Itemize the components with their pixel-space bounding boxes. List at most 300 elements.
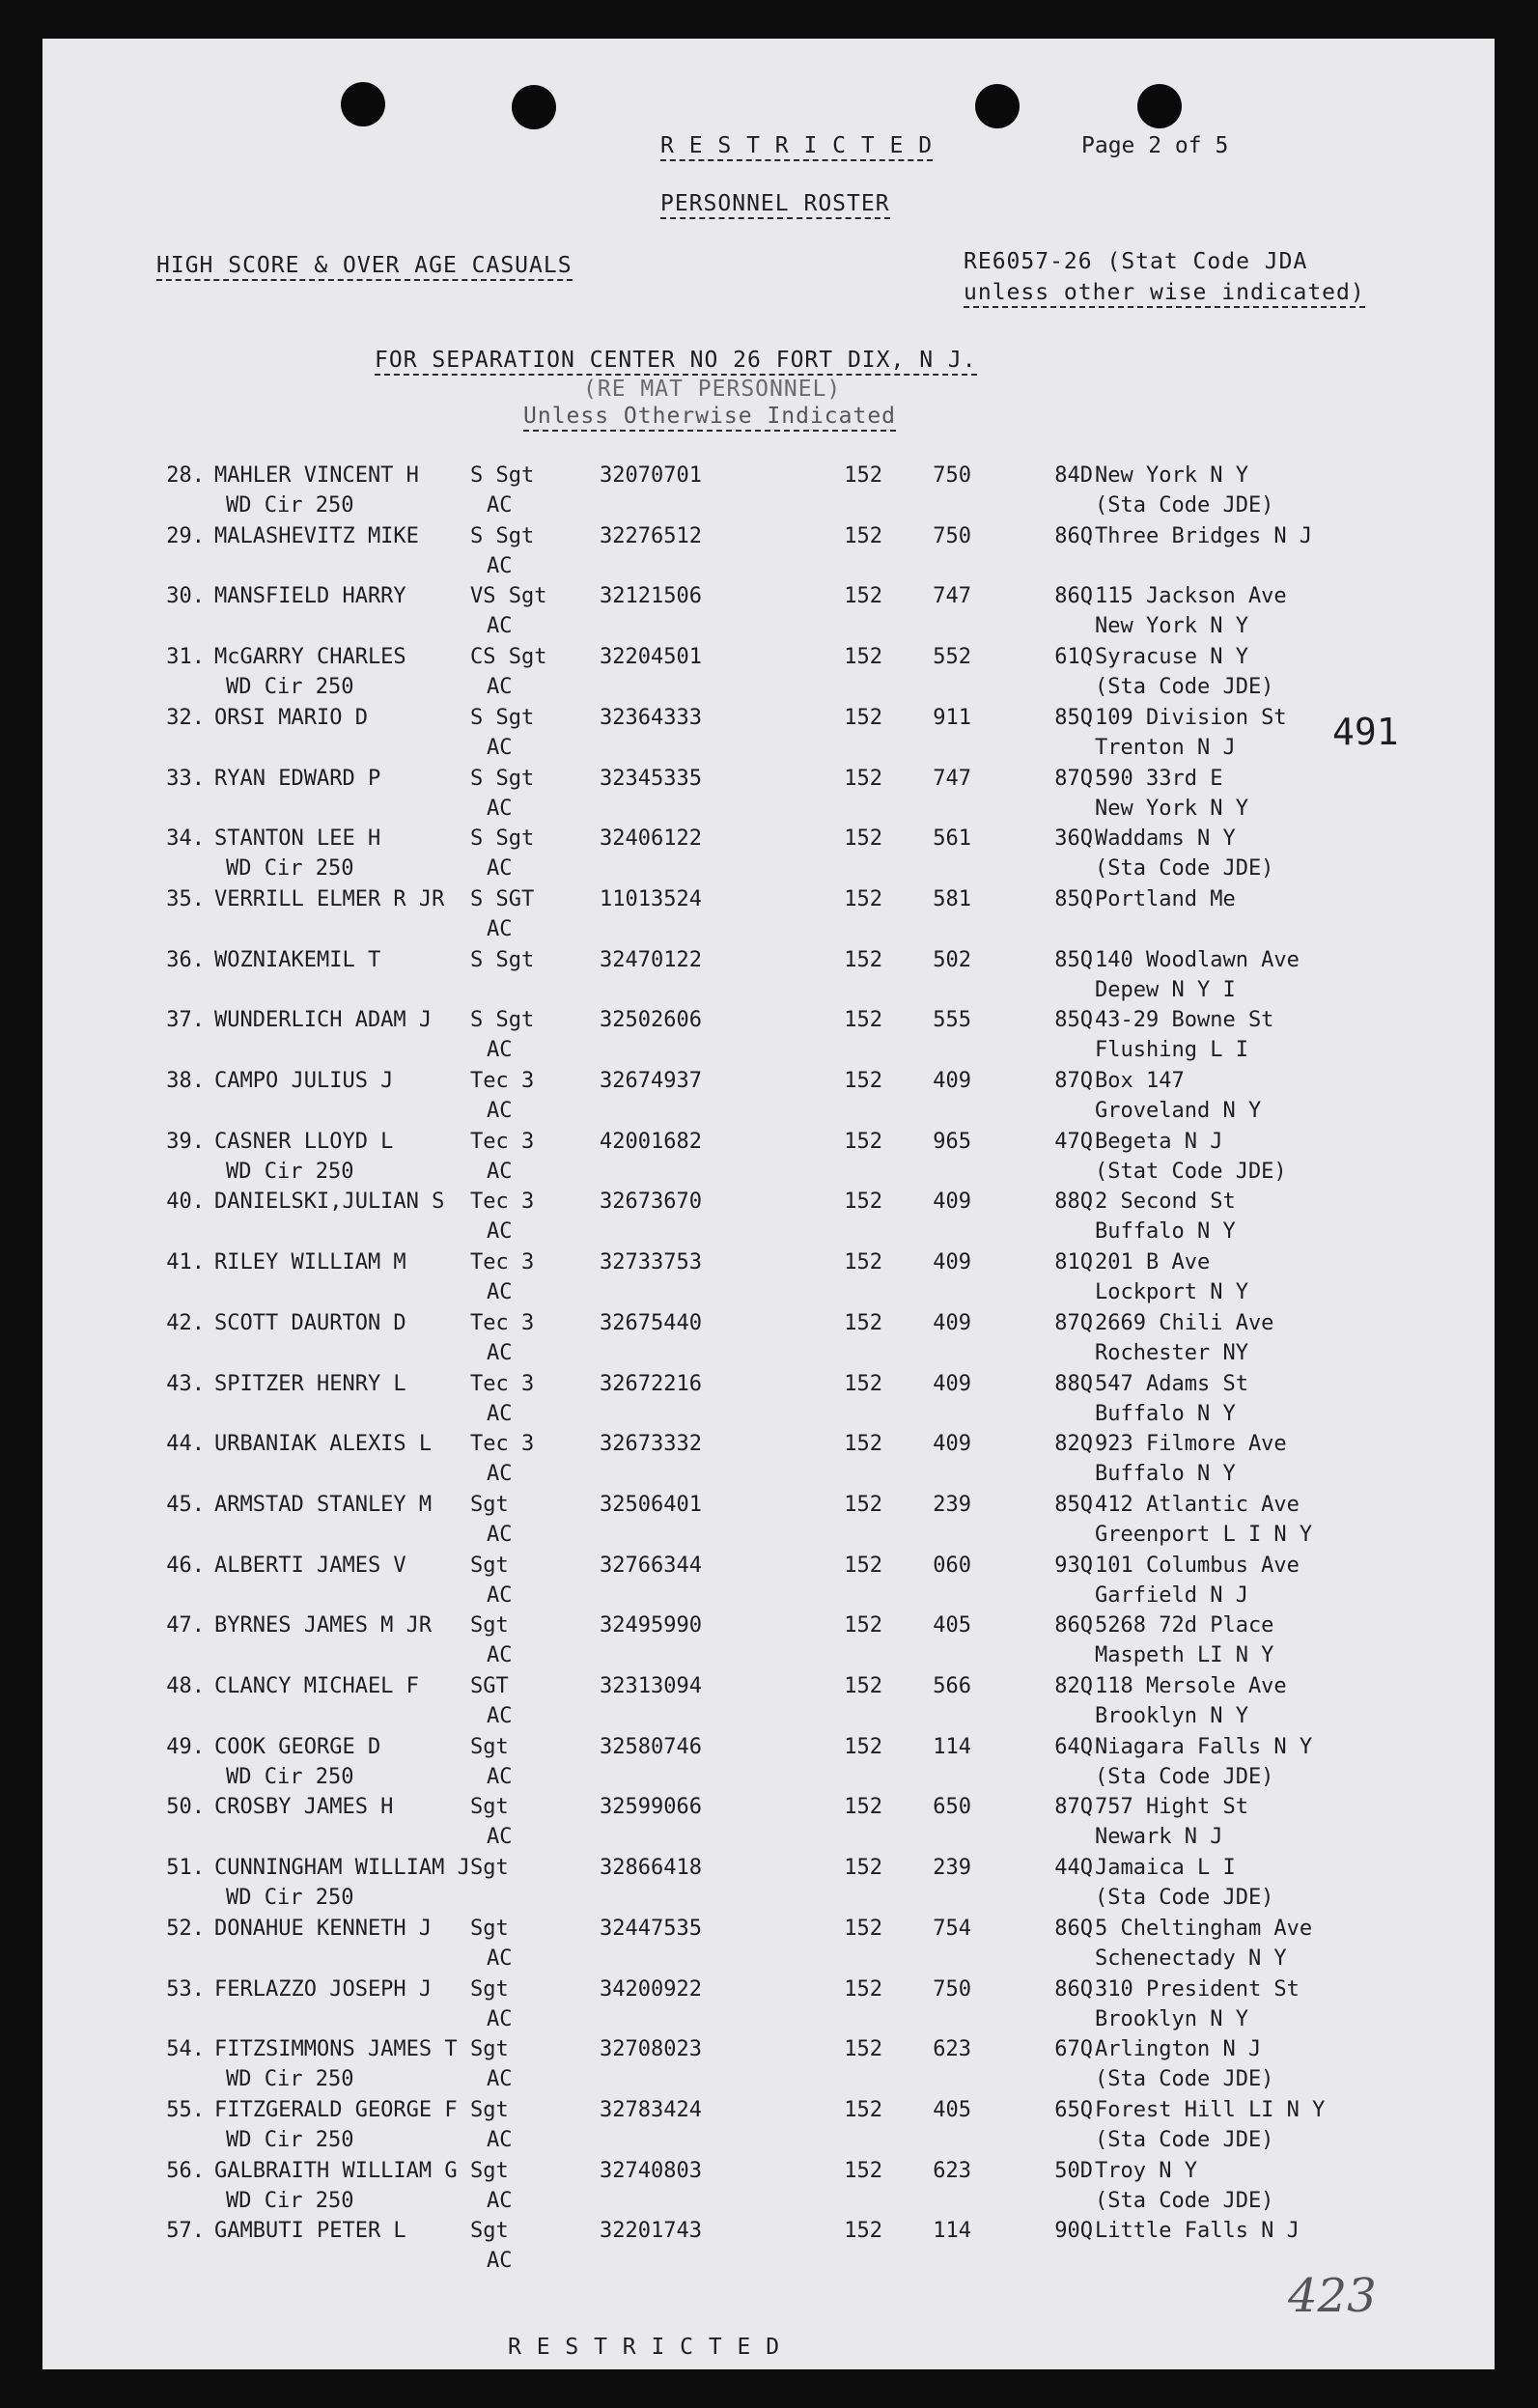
punch-hole-left	[341, 82, 385, 126]
table-row	[42, 1008, 1495, 1070]
entry-code: 82Q	[1054, 1674, 1093, 1698]
entry-branch: AC	[487, 553, 513, 578]
entry-score-a: 152	[844, 523, 882, 548]
entry-address-line2: (Sta Code JDE)	[1095, 675, 1274, 700]
entry-address-line1: 115 Jackson Ave	[1095, 584, 1287, 609]
entry-serial: 32506401	[600, 1492, 702, 1517]
entry-branch: AC	[487, 735, 513, 760]
entry-address-line1: 923 Filmore Ave	[1095, 1432, 1287, 1457]
entry-score-b: 409	[933, 1310, 971, 1335]
entry-serial: 42001682	[600, 1129, 702, 1154]
document-page	[42, 39, 1495, 2369]
table-row	[42, 524, 1495, 586]
entry-score-a: 152	[844, 1008, 882, 1033]
entry-score-b: 747	[933, 766, 971, 791]
entry-branch: AC	[487, 796, 513, 821]
entry-code: 88Q	[1054, 1190, 1093, 1215]
entry-serial: 32673332	[600, 1432, 702, 1457]
entry-score-b: 060	[933, 1553, 971, 1578]
entry-address-line1: 5 Cheltingham Ave	[1095, 1916, 1313, 1941]
entry-serial: 32866418	[600, 1856, 702, 1881]
entry-address-line1: 5268 72d Place	[1095, 1613, 1274, 1638]
entry-score-b: 409	[933, 1190, 971, 1215]
entry-address-line2: New York N Y	[1095, 796, 1248, 821]
entry-number: 45.	[166, 1492, 205, 1517]
entry-name: FITZGERALD GEORGE F	[214, 2097, 458, 2122]
entry-number: 53.	[166, 1976, 205, 2002]
entry-serial: 32708023	[600, 2037, 702, 2062]
entry-address-line1: 412 Atlantic Ave	[1095, 1492, 1300, 1517]
entry-score-b: 623	[933, 2158, 971, 2183]
entry-score-b: 750	[933, 1976, 971, 2002]
entry-number: 31.	[166, 645, 205, 670]
entry-score-a: 152	[844, 947, 882, 972]
order-reference: RE6057-26 (Stat Code JDA	[964, 249, 1308, 274]
entry-grade: Tec 3	[470, 1190, 535, 1215]
entry-code: 84D	[1054, 463, 1093, 488]
entry-score-b: 239	[933, 1492, 971, 1517]
entry-serial: 32502606	[600, 1008, 702, 1033]
entry-number: 29.	[166, 523, 205, 548]
entry-score-b: 754	[933, 1916, 971, 1941]
entry-score-a: 152	[844, 1734, 882, 1759]
entry-code: 86Q	[1054, 584, 1093, 609]
entry-score-a: 152	[844, 705, 882, 730]
entry-name: COOK GEORGE D	[214, 1734, 381, 1759]
entry-grade: S Sgt	[470, 705, 535, 730]
entry-address-line1: 43-29 Bowne St	[1095, 1008, 1274, 1033]
entry-name: McGARRY CHARLES	[214, 645, 406, 670]
entry-code: 93Q	[1054, 1553, 1093, 1578]
entry-score-a: 152	[844, 826, 882, 852]
entry-name: DONAHUE KENNETH J	[214, 1916, 433, 1941]
entry-address-line2: Depew N Y I	[1095, 977, 1236, 1002]
entry-code: 44Q	[1054, 1856, 1093, 1881]
entry-address-line2: (Stat Code JDE)	[1095, 1159, 1287, 1184]
entry-serial: 32204501	[600, 645, 702, 670]
entry-serial: 32447535	[600, 1916, 702, 1941]
table-row	[42, 1432, 1495, 1494]
entry-address-line2: Maspeth LI N Y	[1095, 1643, 1274, 1668]
entry-branch: AC	[487, 916, 513, 941]
entry-score-b: 911	[933, 705, 971, 730]
entry-branch: AC	[487, 1099, 513, 1123]
entry-address-line2: Newark N J	[1095, 1825, 1223, 1850]
entry-grade: Sgt	[470, 1613, 509, 1638]
entry-score-a: 152	[844, 1613, 882, 1638]
entry-number: 49.	[166, 1734, 205, 1759]
table-row	[42, 1190, 1495, 1251]
entry-branch: AC	[487, 1764, 513, 1789]
entry-name: CASNER LLOYD L	[214, 1129, 394, 1154]
entry-branch: AC	[487, 2067, 513, 2092]
table-row	[42, 1554, 1495, 1615]
entry-name: CAMPO JULIUS J	[214, 1069, 394, 1093]
entry-address-line2: (Sta Code JDE)	[1095, 493, 1274, 518]
entry-score-a: 152	[844, 1492, 882, 1517]
entry-number: 48.	[166, 1674, 205, 1698]
entry-code: 85Q	[1054, 705, 1093, 730]
entry-name: ORSI MARIO D	[214, 705, 368, 730]
entry-name: RYAN EDWARD P	[214, 766, 381, 791]
table-row	[42, 1735, 1495, 1797]
entry-serial: 32495990	[600, 1613, 702, 1638]
entry-score-a: 152	[844, 1674, 882, 1698]
entry-address-line2: Buffalo N Y	[1095, 1219, 1236, 1245]
entry-branch: AC	[487, 2249, 513, 2274]
entry-code: 86Q	[1054, 523, 1093, 548]
entry-code: 50D	[1054, 2158, 1093, 2183]
entry-name: ALBERTI JAMES V	[214, 1553, 406, 1578]
entry-score-a: 152	[844, 1250, 882, 1275]
margin-number: 491	[1332, 711, 1399, 753]
page-number: Page 2 of 5	[1081, 133, 1229, 158]
entry-serial: 32345335	[600, 766, 702, 791]
entry-name: URBANIAK ALEXIS L	[214, 1432, 433, 1457]
roster-title: PERSONNEL ROSTER	[660, 191, 890, 219]
entry-branch: AC	[487, 2127, 513, 2152]
table-row	[42, 645, 1495, 707]
entry-address-line2: Flushing L I	[1095, 1038, 1248, 1063]
entry-address-line2: Groveland N Y	[1095, 1099, 1262, 1123]
entry-score-a: 152	[844, 463, 882, 488]
entry-address-line1: Little Falls N J	[1095, 2219, 1300, 2244]
table-row	[42, 1674, 1495, 1736]
entry-branch: AC	[487, 1219, 513, 1245]
entry-grade: VS Sgt	[470, 584, 547, 609]
entry-serial: 32406122	[600, 826, 702, 852]
entry-address-line1: Arlington N J	[1095, 2037, 1262, 2062]
entry-serial: 32740803	[600, 2158, 702, 2183]
entry-number: 47.	[166, 1613, 205, 1638]
entry-serial: 11013524	[600, 886, 702, 911]
entry-score-b: 552	[933, 645, 971, 670]
entry-score-b: 405	[933, 2097, 971, 2122]
entry-grade: Tec 3	[470, 1310, 535, 1335]
entry-number: 36.	[166, 947, 205, 972]
entry-code: 64Q	[1054, 1734, 1093, 1759]
entry-grade: S Sgt	[470, 826, 535, 852]
table-row	[42, 1372, 1495, 1434]
entry-number: 43.	[166, 1371, 205, 1396]
entry-serial: 32783424	[600, 2097, 702, 2122]
entry-note: WD Cir 250	[226, 1886, 354, 1911]
entry-number: 42.	[166, 1310, 205, 1335]
entry-address-line1: Troy N Y	[1095, 2158, 1197, 2183]
entry-number: 44.	[166, 1432, 205, 1457]
entry-score-a: 152	[844, 1432, 882, 1457]
entry-score-a: 152	[844, 1553, 882, 1578]
entry-branch: AC	[487, 675, 513, 700]
entry-code: 88Q	[1054, 1371, 1093, 1396]
entry-score-b: 409	[933, 1250, 971, 1275]
entry-number: 37.	[166, 1008, 205, 1033]
entry-branch: AC	[487, 1704, 513, 1728]
entry-name: MAHLER VINCENT H	[214, 463, 419, 488]
entry-score-a: 152	[844, 1795, 882, 1820]
entry-address-line2: Lockport N Y	[1095, 1280, 1248, 1305]
entry-name: SCOTT DAURTON D	[214, 1310, 406, 1335]
table-row	[42, 1795, 1495, 1857]
punch-hole-center-left	[512, 85, 556, 129]
entry-grade: Sgt	[470, 2158, 509, 2183]
table-row	[42, 1977, 1495, 2039]
entry-number: 46.	[166, 1553, 205, 1578]
entry-grade: Tec 3	[470, 1371, 535, 1396]
entry-number: 33.	[166, 766, 205, 791]
entry-grade: Tec 3	[470, 1432, 535, 1457]
entry-score-a: 152	[844, 584, 882, 609]
entry-score-b: 561	[933, 826, 971, 852]
entry-score-b: 409	[933, 1432, 971, 1457]
entry-address-line2: Greenport L I N Y	[1095, 1522, 1313, 1547]
entry-code: 85Q	[1054, 886, 1093, 911]
entry-number: 57.	[166, 2219, 205, 2244]
entry-address-line1: 2 Second St	[1095, 1190, 1236, 1215]
entry-address-line1: Niagara Falls N Y	[1095, 1734, 1313, 1759]
entry-address-line1: Begeta N J	[1095, 1129, 1223, 1154]
entry-code: 87Q	[1054, 1310, 1093, 1335]
entry-name: GALBRAITH WILLIAM G	[214, 2158, 458, 2183]
entry-address-line2: (Sta Code JDE)	[1095, 2067, 1274, 2092]
entry-serial: 32733753	[600, 1250, 702, 1275]
entry-address-line2: New York N Y	[1095, 614, 1248, 639]
entry-branch: AC	[487, 1159, 513, 1184]
restricted-footer: R E S T R I C T E D	[508, 2335, 781, 2360]
entry-address-line2: (Sta Code JDE)	[1095, 1764, 1274, 1789]
entry-address-line2: Rochester NY	[1095, 1340, 1248, 1365]
entry-name: WOZNIAKEMIL T	[214, 947, 381, 972]
entry-branch: AC	[487, 1946, 513, 1971]
entry-score-b: 405	[933, 1613, 971, 1638]
entry-code: 47Q	[1054, 1129, 1093, 1154]
punch-hole-right	[1137, 84, 1182, 128]
entry-serial: 32276512	[600, 523, 702, 548]
entry-address-line2: Buffalo N Y	[1095, 1462, 1236, 1487]
entry-name: WUNDERLICH ADAM J	[214, 1008, 433, 1033]
entry-note: WD Cir 250	[226, 675, 354, 700]
entry-score-a: 152	[844, 1190, 882, 1215]
entry-score-a: 152	[844, 2158, 882, 2183]
entry-branch: AC	[487, 1280, 513, 1305]
entry-grade: Sgt	[470, 1856, 509, 1881]
entry-name: BYRNES JAMES M JR	[214, 1613, 433, 1638]
entry-name: VERRILL ELMER R JR	[214, 886, 445, 911]
entry-name: CLANCY MICHAEL F	[214, 1674, 419, 1698]
table-row	[42, 463, 1495, 525]
entry-score-a: 152	[844, 1916, 882, 1941]
entry-grade: Tec 3	[470, 1069, 535, 1093]
entry-number: 52.	[166, 1916, 205, 1941]
entry-code: 67Q	[1054, 2037, 1093, 2062]
entry-address-line2: Schenectady N Y	[1095, 1946, 1287, 1971]
table-row	[42, 1917, 1495, 1978]
entry-serial: 32766344	[600, 1553, 702, 1578]
entry-serial: 32121506	[600, 584, 702, 609]
entry-code: 65Q	[1054, 2097, 1093, 2122]
entry-address-line2: (Sta Code JDE)	[1095, 1886, 1274, 1911]
entry-grade: S SGT	[470, 886, 535, 911]
entry-branch: AC	[487, 1462, 513, 1487]
entry-grade: Sgt	[470, 1553, 509, 1578]
entry-code: 82Q	[1054, 1432, 1093, 1457]
entry-name: MANSFIELD HARRY	[214, 584, 406, 609]
entry-address-line1: 118 Mersole Ave	[1095, 1674, 1287, 1698]
entry-address-line1: Three Bridges N J	[1095, 523, 1313, 548]
table-row	[42, 887, 1495, 949]
entry-number: 38.	[166, 1069, 205, 1093]
entry-address-line2: (Sta Code JDE)	[1095, 856, 1274, 882]
entry-branch: AC	[487, 856, 513, 882]
entry-serial: 32201743	[600, 2219, 702, 2244]
entry-grade: S Sgt	[470, 766, 535, 791]
entry-serial: 34200922	[600, 1976, 702, 2002]
entry-branch: AC	[487, 1825, 513, 1850]
entry-branch: AC	[487, 2006, 513, 2031]
table-row	[42, 1250, 1495, 1312]
entry-name: ARMSTAD STANLEY M	[214, 1492, 433, 1517]
punch-hole-center-right	[975, 84, 1020, 128]
entry-score-a: 152	[844, 886, 882, 911]
entry-name: STANTON LEE H	[214, 826, 381, 852]
entry-grade: S Sgt	[470, 523, 535, 548]
destination-note-2: Unless Otherwise Indicated	[523, 404, 896, 432]
entry-grade: S Sgt	[470, 463, 535, 488]
entry-number: 54.	[166, 2037, 205, 2062]
entry-name: GAMBUTI PETER L	[214, 2219, 406, 2244]
entry-grade: Sgt	[470, 2219, 509, 2244]
entry-number: 41.	[166, 1250, 205, 1275]
group-title: HIGH SCORE & OVER AGE CASUALS	[156, 253, 573, 281]
entry-serial: 32674937	[600, 1069, 702, 1093]
entry-score-b: 650	[933, 1795, 971, 1820]
entry-branch: AC	[487, 1522, 513, 1547]
entry-grade: Sgt	[470, 1795, 509, 1820]
entry-score-b: 965	[933, 1129, 971, 1154]
entry-address-line2: Brooklyn N Y	[1095, 1704, 1248, 1728]
entry-grade: Sgt	[470, 2037, 509, 2062]
entry-score-a: 152	[844, 2097, 882, 2122]
entry-score-a: 152	[844, 766, 882, 791]
table-row	[42, 826, 1495, 888]
entry-score-b: 750	[933, 463, 971, 488]
entry-score-a: 152	[844, 1310, 882, 1335]
entry-serial: 32070701	[600, 463, 702, 488]
entry-address-line1: 2669 Chili Ave	[1095, 1310, 1274, 1335]
entry-address-line2: Buffalo N Y	[1095, 1401, 1236, 1426]
entry-address-line1: 757 Hight St	[1095, 1795, 1248, 1820]
entry-grade: SGT	[470, 1674, 509, 1698]
entry-address-line1: 201 B Ave	[1095, 1250, 1211, 1275]
entry-address-line1: Portland Me	[1095, 886, 1236, 911]
entry-grade: Tec 3	[470, 1129, 535, 1154]
entry-number: 40.	[166, 1190, 205, 1215]
entry-code: 85Q	[1054, 1492, 1093, 1517]
entry-number: 55.	[166, 2097, 205, 2122]
entry-address-line2: Garfield N J	[1095, 1582, 1248, 1608]
entry-branch: AC	[487, 493, 513, 518]
entry-name: CROSBY JAMES H	[214, 1795, 394, 1820]
entry-serial: 32364333	[600, 705, 702, 730]
entry-grade: Sgt	[470, 1976, 509, 2002]
entry-score-a: 152	[844, 1129, 882, 1154]
entry-score-b: 409	[933, 1371, 971, 1396]
entry-score-a: 152	[844, 1069, 882, 1093]
entry-number: 28.	[166, 463, 205, 488]
entry-address-line2: (Sta Code JDE)	[1095, 2127, 1274, 2152]
entry-code: 86Q	[1054, 1976, 1093, 2002]
pencil-page-number: 423	[1288, 2269, 1377, 2323]
entry-score-a: 152	[844, 1856, 882, 1881]
entry-code: 85Q	[1054, 947, 1093, 972]
entry-branch: AC	[487, 614, 513, 639]
entry-number: 39.	[166, 1129, 205, 1154]
entry-grade: Sgt	[470, 1916, 509, 1941]
entry-address-line1: New York N Y	[1095, 463, 1248, 488]
entry-score-b: 623	[933, 2037, 971, 2062]
entry-score-b: 114	[933, 1734, 971, 1759]
entry-score-a: 152	[844, 1371, 882, 1396]
entry-address-line1: Syracuse N Y	[1095, 645, 1248, 670]
entry-address-line1: 310 President St	[1095, 1976, 1300, 2002]
entry-address-line1: Box 147	[1095, 1069, 1185, 1093]
table-row	[42, 2037, 1495, 2099]
destination-note: (RE MAT PERSONNEL)	[583, 377, 842, 402]
entry-score-b: 239	[933, 1856, 971, 1881]
entry-number: 51.	[166, 1856, 205, 1881]
entry-name: MALASHEVITZ MIKE	[214, 523, 419, 548]
entry-address-line2: Brooklyn N Y	[1095, 2006, 1248, 2031]
entry-branch: AC	[487, 1643, 513, 1668]
entry-code: 61Q	[1054, 645, 1093, 670]
entry-address-line2: (Sta Code JDE)	[1095, 2188, 1274, 2213]
entry-score-b: 502	[933, 947, 971, 972]
entry-number: 34.	[166, 826, 205, 852]
entry-number: 50.	[166, 1795, 205, 1820]
entry-note: WD Cir 250	[226, 856, 354, 882]
entry-score-b: 555	[933, 1008, 971, 1033]
table-row	[42, 1069, 1495, 1131]
entry-number: 56.	[166, 2158, 205, 2183]
entry-serial: 32580746	[600, 1734, 702, 1759]
entry-address-line2: Trenton N J	[1095, 735, 1236, 760]
entry-address-line1: 547 Adams St	[1095, 1371, 1248, 1396]
entry-note: WD Cir 250	[226, 2067, 354, 2092]
entry-serial: 32673670	[600, 1190, 702, 1215]
table-row	[42, 767, 1495, 828]
entry-note: WD Cir 250	[226, 1159, 354, 1184]
entry-note: WD Cir 250	[226, 493, 354, 518]
entry-grade: CS Sgt	[470, 645, 547, 670]
entry-name: SPITZER HENRY L	[214, 1371, 406, 1396]
entry-grade: Sgt	[470, 1734, 509, 1759]
table-row	[42, 2219, 1495, 2281]
entry-name: FITZSIMMONS JAMES T	[214, 2037, 458, 2062]
table-row	[42, 706, 1495, 768]
entry-grade: Sgt	[470, 1492, 509, 1517]
entry-score-a: 152	[844, 645, 882, 670]
table-row	[42, 2098, 1495, 2160]
entry-serial: 32470122	[600, 947, 702, 972]
table-row	[42, 2159, 1495, 2221]
entry-number: 35.	[166, 886, 205, 911]
entry-address-line1: Forest Hill LI N Y	[1095, 2097, 1326, 2122]
entry-number: 32.	[166, 705, 205, 730]
entry-grade: S Sgt	[470, 1008, 535, 1033]
entry-code: 85Q	[1054, 1008, 1093, 1033]
entry-code: 87Q	[1054, 1069, 1093, 1093]
entry-grade: Sgt	[470, 2097, 509, 2122]
